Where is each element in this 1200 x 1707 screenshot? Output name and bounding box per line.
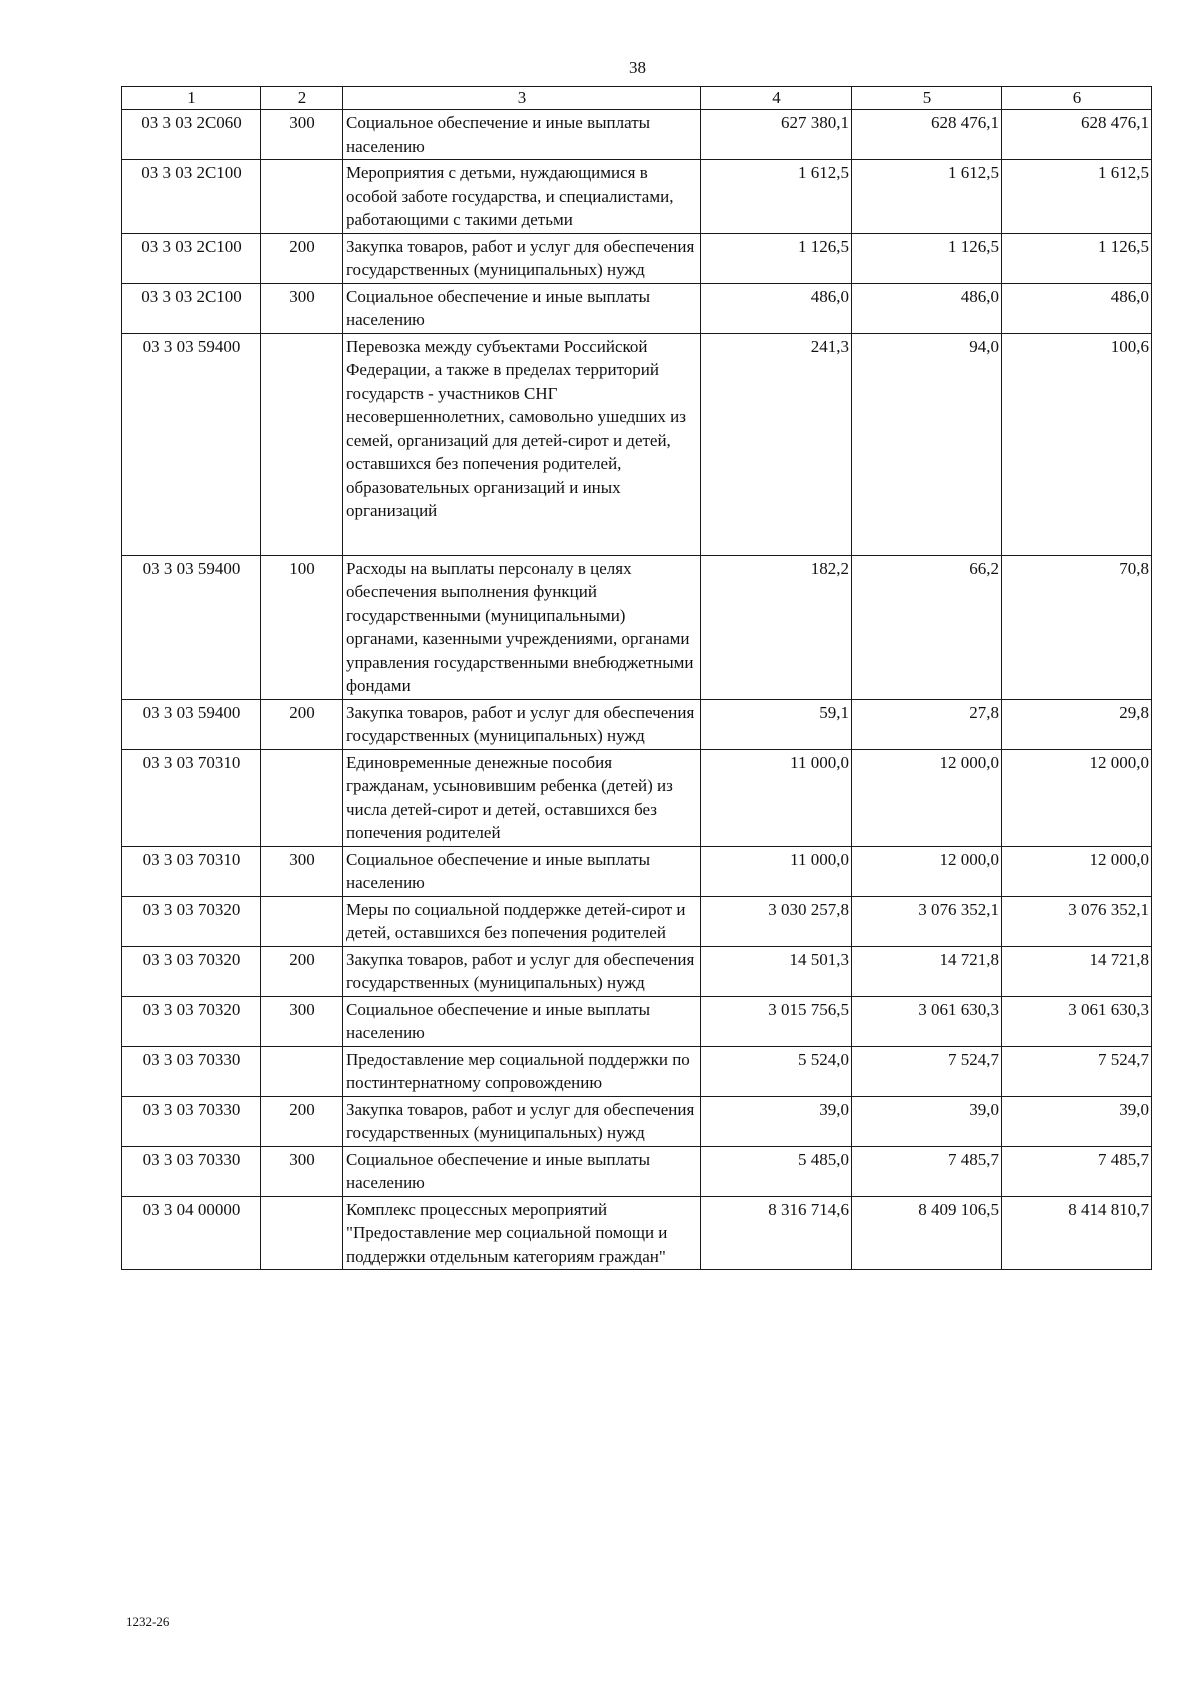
row-expense-type: 300 — [261, 846, 343, 896]
row-value-col4: 5 524,0 — [701, 1046, 852, 1096]
row-value-col6: 8 414 810,7 — [1002, 1196, 1152, 1270]
header-cell-2: 2 — [261, 87, 343, 110]
row-expense-type: 200 — [261, 699, 343, 749]
row-value-col5: 3 076 352,1 — [852, 896, 1002, 946]
row-code: 03 3 03 70320 — [122, 896, 261, 946]
row-name: Закупка товаров, работ и услуг для обеспечения государственных (муниципальных) нужд — [343, 699, 701, 749]
row-expense-type — [261, 749, 343, 846]
row-value-col6: 1 126,5 — [1002, 233, 1152, 283]
row-name: Социальное обеспечение и иные выплаты населению — [343, 1146, 701, 1196]
table-row — [122, 749, 1152, 846]
row-name: Закупка товаров, работ и услуг для обеспечения государственных (муниципальных) нужд — [343, 946, 701, 996]
row-name: Социальное обеспечение и иные выплаты населению — [343, 996, 701, 1046]
row-value-col4: 11 000,0 — [701, 846, 852, 896]
footer-code: 1232-26 — [126, 1614, 170, 1629]
row-value-col4: 3 030 257,8 — [701, 896, 852, 946]
row-code: 03 3 03 70310 — [122, 846, 261, 896]
table-row — [122, 996, 1152, 1046]
header-cell-4: 4 — [701, 87, 852, 110]
row-name: Единовременные денежные пособия гражданам, усыновившим ребенка (детей) из числа детей-сирот и детей, оставшихся без попечения родителей — [343, 749, 701, 846]
row-value-col6: 12 000,0 — [1002, 749, 1152, 846]
row-value-col5: 486,0 — [852, 283, 1002, 333]
row-value-col4: 3 015 756,5 — [701, 996, 852, 1046]
row-code: 03 3 03 59400 — [122, 333, 261, 555]
row-expense-type: 200 — [261, 946, 343, 996]
row-name: Закупка товаров, работ и услуг для обеспечения государственных (муниципальных) нужд — [343, 1096, 701, 1146]
page-number: 38 — [629, 58, 646, 77]
row-expense-type: 300 — [261, 110, 343, 160]
row-name: Социальное обеспечение и иные выплаты населению — [343, 110, 701, 160]
table-row — [122, 699, 1152, 749]
row-expense-type: 200 — [261, 233, 343, 283]
row-expense-type: 300 — [261, 1146, 343, 1196]
table-row — [122, 946, 1152, 996]
row-value-col6: 14 721,8 — [1002, 946, 1152, 996]
row-name: Закупка товаров, работ и услуг для обеспечения государственных (муниципальных) нужд — [343, 233, 701, 283]
table-header-row — [122, 87, 1152, 110]
row-expense-type — [261, 1196, 343, 1270]
row-code: 03 3 03 70330 — [122, 1046, 261, 1096]
row-value-col4: 182,2 — [701, 555, 852, 699]
row-value-col5: 628 476,1 — [852, 110, 1002, 160]
row-code: 03 3 03 70320 — [122, 946, 261, 996]
row-value-col4: 14 501,3 — [701, 946, 852, 996]
row-value-col6: 7 485,7 — [1002, 1146, 1152, 1196]
table-row — [122, 233, 1152, 283]
row-expense-type — [261, 1046, 343, 1096]
row-value-col5: 12 000,0 — [852, 846, 1002, 896]
table-body — [122, 110, 1152, 1270]
row-code: 03 3 03 59400 — [122, 555, 261, 699]
row-code: 03 3 03 70330 — [122, 1146, 261, 1196]
row-value-col4: 5 485,0 — [701, 1146, 852, 1196]
table-row — [122, 1146, 1152, 1196]
header-cell-5: 5 — [852, 87, 1002, 110]
row-code: 03 3 03 2С100 — [122, 233, 261, 283]
row-code: 03 3 03 2С100 — [122, 283, 261, 333]
table-row — [122, 1196, 1152, 1270]
row-value-col5: 12 000,0 — [852, 749, 1002, 846]
row-expense-type — [261, 896, 343, 946]
row-expense-type: 300 — [261, 996, 343, 1046]
row-code: 03 3 03 59400 — [122, 699, 261, 749]
row-value-col6: 29,8 — [1002, 699, 1152, 749]
row-name: Социальное обеспечение и иные выплаты населению — [343, 283, 701, 333]
row-value-col4: 59,1 — [701, 699, 852, 749]
table-row — [122, 846, 1152, 896]
header-cell-1: 1 — [122, 87, 261, 110]
row-value-col4: 627 380,1 — [701, 110, 852, 160]
table-row — [122, 555, 1152, 699]
row-value-col6: 7 524,7 — [1002, 1046, 1152, 1096]
row-name: Расходы на выплаты персоналу в целях обеспечения выполнения функций государственными (муниципальными) органами, казенными учреждениями, органами управления государственными внебюджетными фондами — [343, 555, 701, 699]
table-row — [122, 110, 1152, 160]
row-value-col5: 3 061 630,3 — [852, 996, 1002, 1046]
header-cell-3: 3 — [343, 87, 701, 110]
row-code: 03 3 03 2С100 — [122, 160, 261, 234]
row-value-col5: 8 409 106,5 — [852, 1196, 1002, 1270]
row-value-col6: 70,8 — [1002, 555, 1152, 699]
row-expense-type: 300 — [261, 283, 343, 333]
row-name: Мероприятия с детьми, нуждающимися в особой заботе государства, и специалистами, работающими с такими детьми — [343, 160, 701, 234]
row-value-col4: 8 316 714,6 — [701, 1196, 852, 1270]
row-value-col5: 66,2 — [852, 555, 1002, 699]
row-value-col4: 241,3 — [701, 333, 852, 555]
row-expense-type — [261, 333, 343, 555]
row-value-col4: 11 000,0 — [701, 749, 852, 846]
row-expense-type: 100 — [261, 555, 343, 699]
row-value-col6: 100,6 — [1002, 333, 1152, 555]
row-value-col4: 1 612,5 — [701, 160, 852, 234]
budget-table — [121, 86, 1152, 1270]
table-row — [122, 1046, 1152, 1096]
row-code: 03 3 03 2С060 — [122, 110, 261, 160]
row-value-col5: 39,0 — [852, 1096, 1002, 1146]
row-code: 03 3 03 70330 — [122, 1096, 261, 1146]
row-expense-type: 200 — [261, 1096, 343, 1146]
row-value-col5: 94,0 — [852, 333, 1002, 555]
row-name: Предоставление мер социальной поддержки по постинтернатному сопровождению — [343, 1046, 701, 1096]
table-row — [122, 896, 1152, 946]
row-value-col6: 12 000,0 — [1002, 846, 1152, 896]
header-cell-6: 6 — [1002, 87, 1152, 110]
row-value-col5: 14 721,8 — [852, 946, 1002, 996]
row-value-col5: 1 612,5 — [852, 160, 1002, 234]
table-row — [122, 160, 1152, 234]
row-value-col6: 3 076 352,1 — [1002, 896, 1152, 946]
row-value-col5: 1 126,5 — [852, 233, 1002, 283]
table-row — [122, 333, 1152, 555]
row-code: 03 3 03 70320 — [122, 996, 261, 1046]
row-code: 03 3 03 70310 — [122, 749, 261, 846]
row-value-col6: 39,0 — [1002, 1096, 1152, 1146]
row-name: Комплекс процессных мероприятий "Предоставление мер социальной помощи и поддержки отдельным категориям граждан" — [343, 1196, 701, 1270]
row-value-col5: 7 485,7 — [852, 1146, 1002, 1196]
row-code: 03 3 04 00000 — [122, 1196, 261, 1270]
row-value-col4: 39,0 — [701, 1096, 852, 1146]
row-value-col4: 1 126,5 — [701, 233, 852, 283]
table-header — [122, 87, 1152, 110]
row-name: Социальное обеспечение и иные выплаты населению — [343, 846, 701, 896]
row-value-col6: 628 476,1 — [1002, 110, 1152, 160]
row-value-col6: 486,0 — [1002, 283, 1152, 333]
table-row — [122, 283, 1152, 333]
row-value-col6: 1 612,5 — [1002, 160, 1152, 234]
row-expense-type — [261, 160, 343, 234]
row-value-col4: 486,0 — [701, 283, 852, 333]
table-row — [122, 1096, 1152, 1146]
row-value-col6: 3 061 630,3 — [1002, 996, 1152, 1046]
row-name: Меры по социальной поддержке детей-сирот и детей, оставшихся без попечения родителей — [343, 896, 701, 946]
row-name: Перевозка между субъектами Российской Федерации, а также в пределах территорий государств - участников СНГ несовершеннолетних, самовольно ушедших из семей, организаций для детей-сирот и детей, оставшихся без попечения родителей, образовательных организаций и иных организаций — [343, 333, 701, 555]
row-value-col5: 27,8 — [852, 699, 1002, 749]
row-value-col5: 7 524,7 — [852, 1046, 1002, 1096]
